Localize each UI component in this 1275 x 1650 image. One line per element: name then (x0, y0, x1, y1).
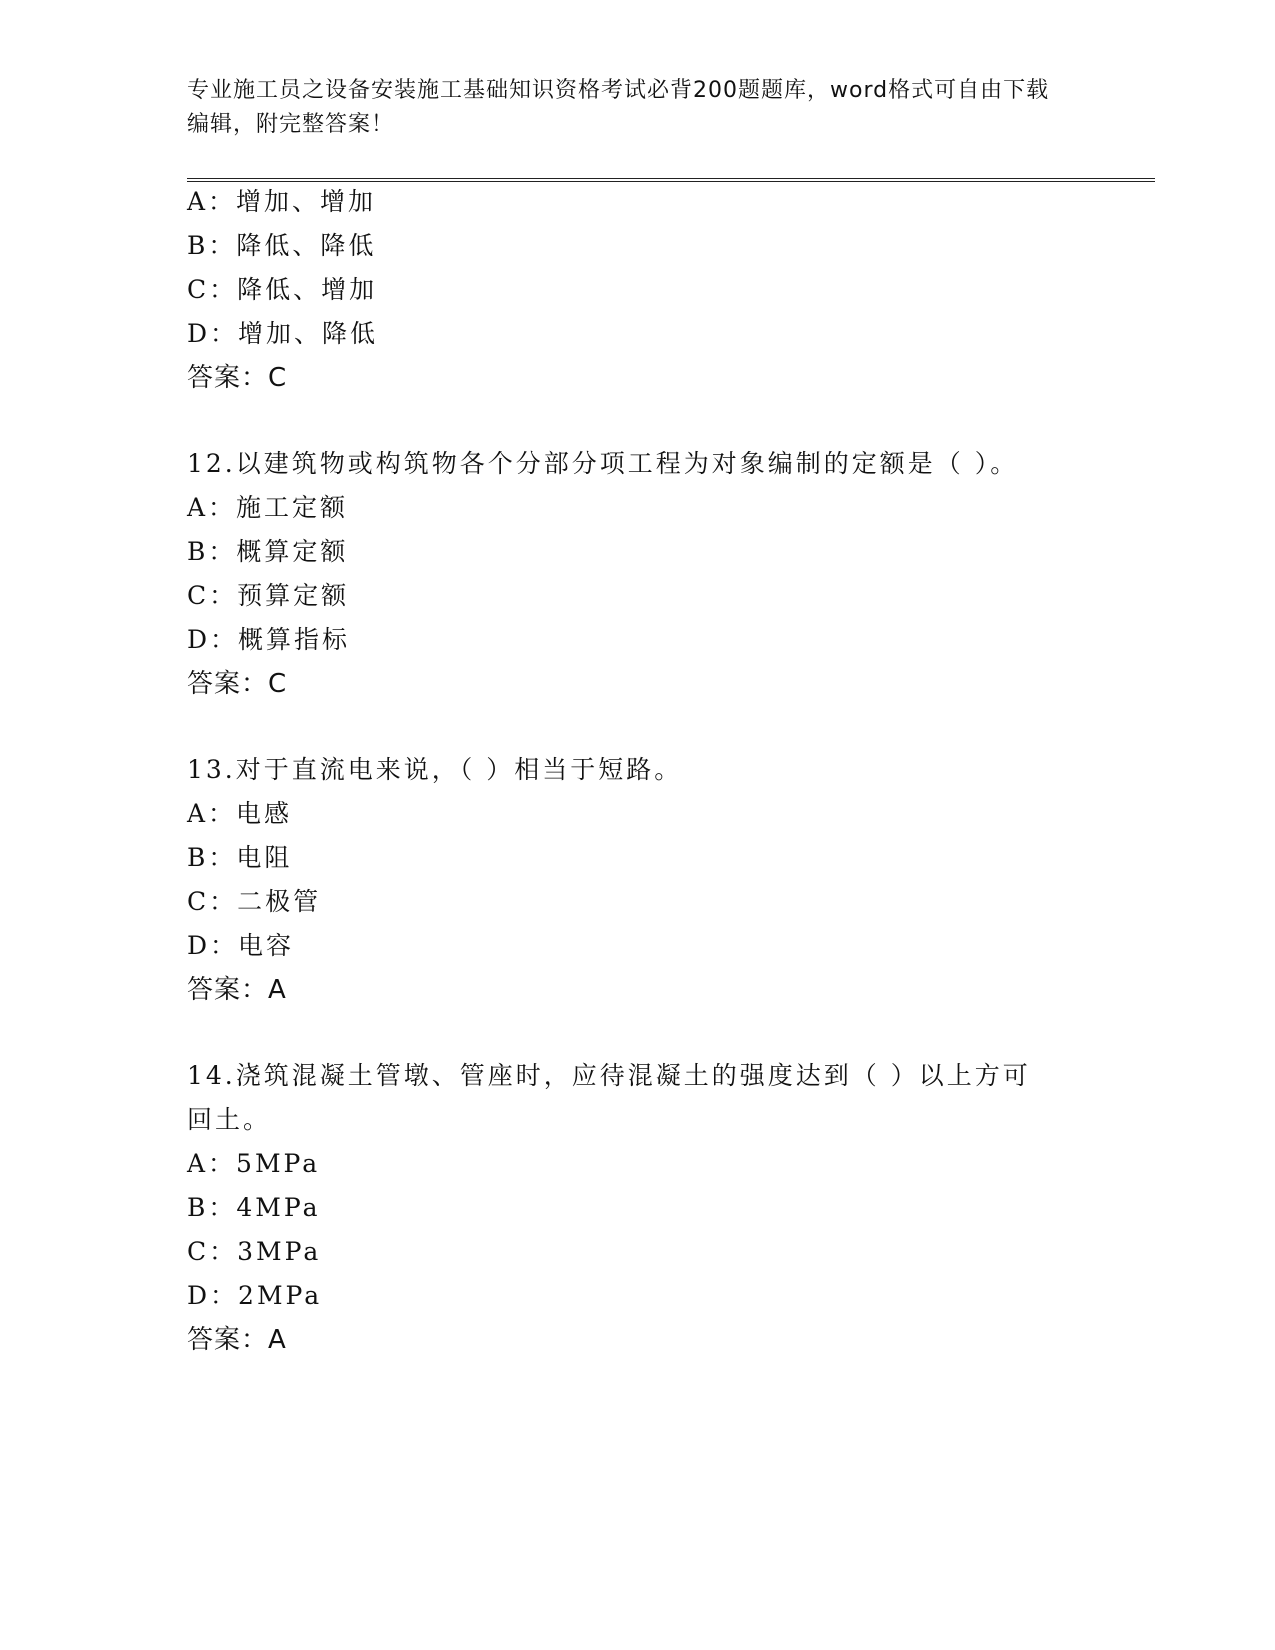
document-header: 专业施工员之设备安装施工基础知识资格考试必背200题题库，word格式可自由下载编辑，附完整答案！ (187, 78, 1050, 137)
q14-option-c: C：3MPa (187, 1237, 322, 1266)
q14-option-b: B：4MPa (187, 1193, 321, 1222)
q11-option-a: A：增加、增加 (187, 187, 377, 216)
q12-option-c: C：预算定额 (187, 581, 350, 610)
q12-option-d: D：概算指标 (187, 625, 351, 654)
header-divider (187, 178, 1155, 182)
q13-option-d: D：电容 (187, 931, 295, 960)
q12-option-a: A：施工定额 (187, 493, 349, 522)
q12-question: 12.以建筑物或构筑物各个分部分项工程为对象编制的定额是（ ）。 (187, 449, 1019, 478)
q11-option-c: C：降低、增加 (187, 275, 378, 304)
q11-answer: 答案：C (187, 363, 288, 393)
q12-option-b: B：概算定额 (187, 537, 349, 566)
q11-option-d: D：增加、降低 (187, 319, 379, 348)
q14-option-a: A：5MPa (187, 1149, 321, 1178)
q13-option-c: C：二极管 (187, 887, 322, 916)
q14-question: 14.浇筑混凝土管墩、管座时，应待混凝土的强度达到（ ）以上方可 (187, 1061, 1031, 1090)
q14-option-d: D：2MPa (187, 1281, 323, 1310)
q13-option-b: B：电阻 (187, 843, 293, 872)
q14-question-continued: 回土。 (187, 1105, 272, 1134)
q11-option-b: B：降低、降低 (187, 231, 377, 260)
q14-answer: 答案：A (187, 1325, 287, 1355)
q13-answer: 答案：A (187, 975, 287, 1005)
q12-answer: 答案：C (187, 669, 288, 699)
q13-option-a: A：电感 (187, 799, 293, 828)
q13-question: 13.对于直流电来说，（ ）相当于短路。 (187, 755, 683, 784)
